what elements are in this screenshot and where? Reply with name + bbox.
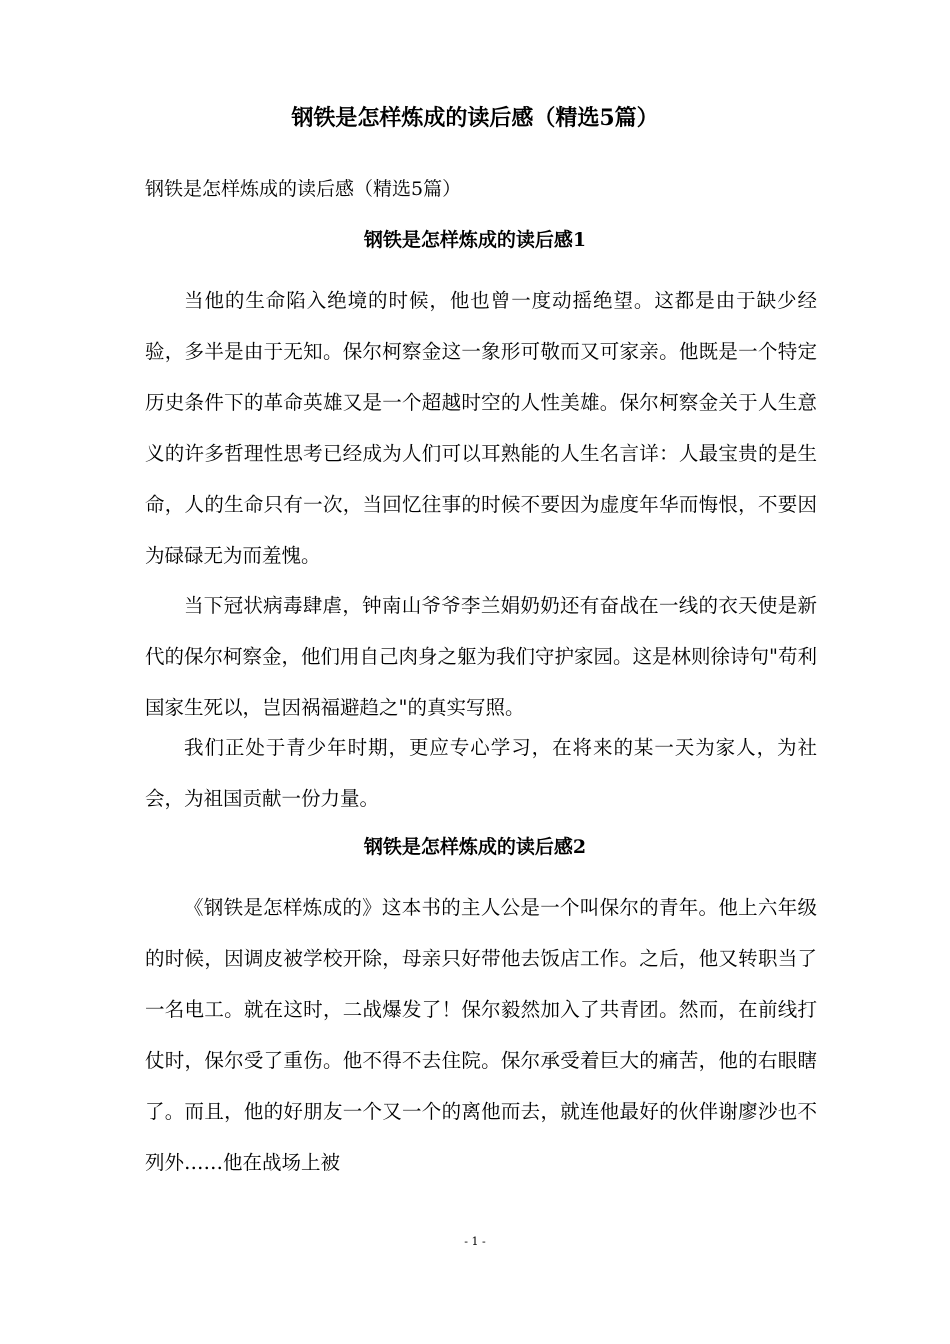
section-heading-1: 钢铁是怎样炼成的读后感1 <box>363 229 587 251</box>
document-title: 钢铁是怎样炼成的读后感（精选5篇） <box>291 105 659 131</box>
section-1-paragraph-3: 我们正处于青少年时期，更应专心学习，在将来的某一天为家人，为社会，为祖国贡献一份力量。 <box>145 736 817 810</box>
section-1-paragraph-2: 当下冠状病毒肆虐，钟南山爷爷李兰娟奶奶还有奋战在一线的衣天使是新代的保尔柯察金，他们用自己肉身之躯为我们守护家园。这是林则徐诗句"苟利国家生死以，岂因祸福避趋之"的真实写照。 <box>145 594 817 719</box>
page-number: - 1 - <box>464 1235 486 1248</box>
document-subtitle: 钢铁是怎样炼成的读后感（精选5篇） <box>145 178 462 200</box>
section-1-paragraph-1: 当他的生命陷入绝境的时候，他也曾一度动摇绝望。这都是由于缺少经验，多半是由于无知。保尔柯察金这一象形可敬而又可家亲。他既是一个特定历史条件下的革命英雄又是一个超越时空的人性美雄。保尔柯察金关于人生意义的许多哲理性思考已经成为人们可以耳熟能的人生名言详：人最宝贵的是生命，人的生命只有一次，当回忆往事的时候不要因为虚度年华而悔恨，不要因为碌碌无为而羞愧。 <box>145 289 817 567</box>
section-heading-2: 钢铁是怎样炼成的读后感2 <box>363 836 587 858</box>
section-2-paragraph-1: 《钢铁是怎样炼成的》这本书的主人公是一个叫保尔的青年。他上六年级的时候，因调皮被学校开除，母亲只好带他去饭店工作。之后，他又转职当了一名电工。就在这时，二战爆发了！保尔毅然加入了共青团。然而，在前线打仗时，保尔受了重伤。他不得不去住院。保尔承受着巨大的痛苦，他的右眼瞎了。而且，他的好朋友一个又一个的离他而去，就连他最好的伙伴谢廖沙也不列外……他在战场上被 <box>145 896 817 1174</box>
